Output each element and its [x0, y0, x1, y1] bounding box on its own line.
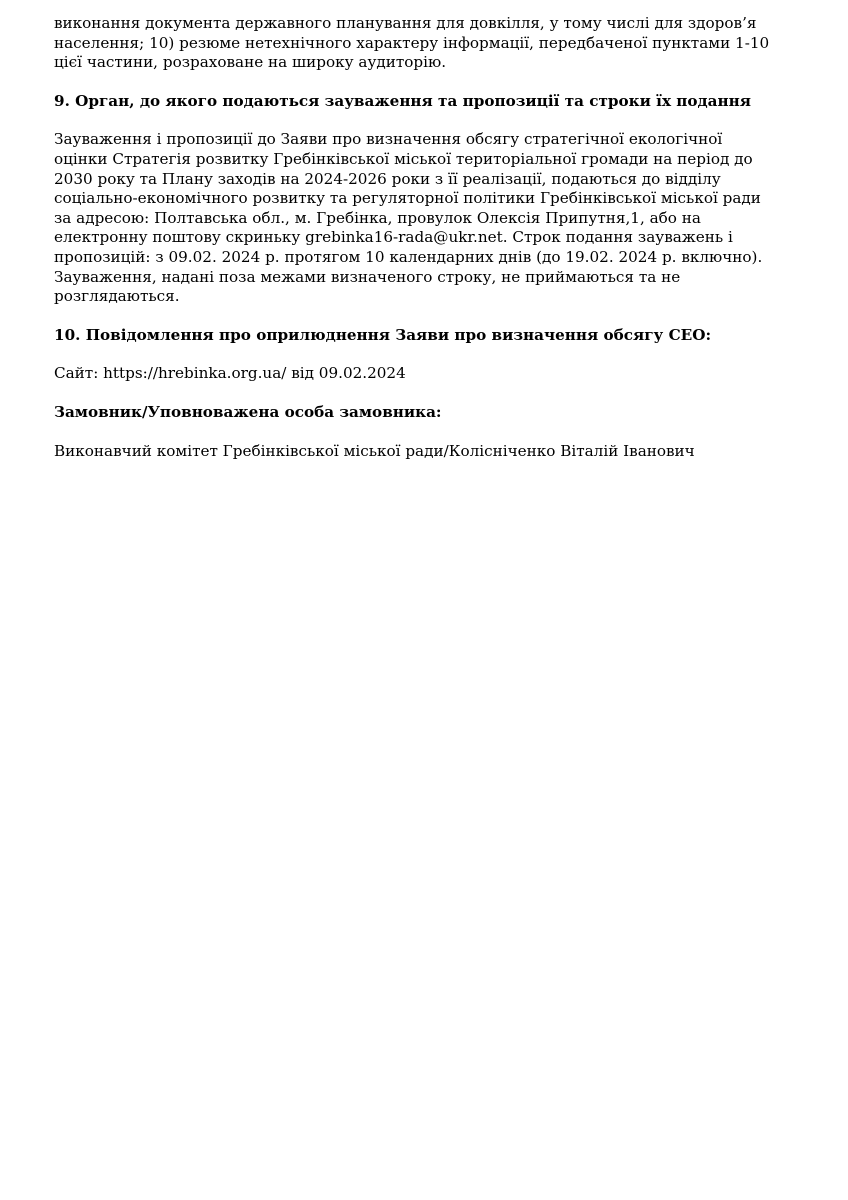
text-line: Зауваження і пропозиції до Заяви про визначення обсягу стратегічної екологічної — [54, 130, 723, 149]
text-line: Зауваження, надані поза межами визначеного строку, не приймаються та не — [54, 267, 681, 286]
publication-site-text: Сайт: https://hrebinka.org.ua/ від 09.02.2024 — [54, 364, 406, 383]
text-line: за адресою: Полтавська обл., м. Гребінка, провулок Олексія Припутня,1, або на — [54, 208, 701, 227]
section-10-heading: 10. Повідомлення про оприлюднення Заяви про визначення обсягу СЕО: — [54, 325, 712, 344]
section-9-body — [54, 130, 814, 306]
text-line: цієї частини, розраховане на широку аудиторію. — [54, 53, 447, 72]
text-line: електронну поштову скриньку grebinka16-rada@ukr.net. Строк подання зауважень і — [54, 228, 733, 247]
customer-section — [54, 403, 814, 461]
section-9 — [54, 92, 814, 307]
text-line: 2030 року та Плану заходів на 2024-2026 роки з її реалізації, подаються до відділу — [54, 169, 721, 188]
text-line: розглядаються. — [54, 287, 180, 306]
text-line: населення; 10) резюме нетехнічного характеру інформації, передбаченої пунктами 1-10 — [54, 33, 770, 52]
text-line: пропозицій: з 09.02. 2024 р. протягом 10 календарних днів (до 19.02. 2024 р. включно). — [54, 247, 763, 266]
customer-text: Виконавчий комітет Гребінківської міської ради/Колісніченко Віталій Іванович — [54, 441, 695, 460]
text-line: виконання документа державного планування для довкілля, у тому числі для здоров’я — [54, 14, 757, 32]
section-9-heading: 9. Орган, до якого подаються зауваження та пропозиції та строки їх подання — [54, 91, 751, 110]
customer-heading: Замовник/Уповноважена особа замовника: — [54, 402, 442, 421]
text-line: соціально-економічного розвитку та регуляторної політики Гребінківської міської ради — [54, 189, 761, 208]
document-page — [54, 14, 814, 461]
intro-paragraph — [54, 14, 814, 73]
section-10 — [54, 326, 814, 384]
text-line: оцінки Стратегія розвитку Гребінківської міської територіальної громади на період до — [54, 149, 753, 168]
